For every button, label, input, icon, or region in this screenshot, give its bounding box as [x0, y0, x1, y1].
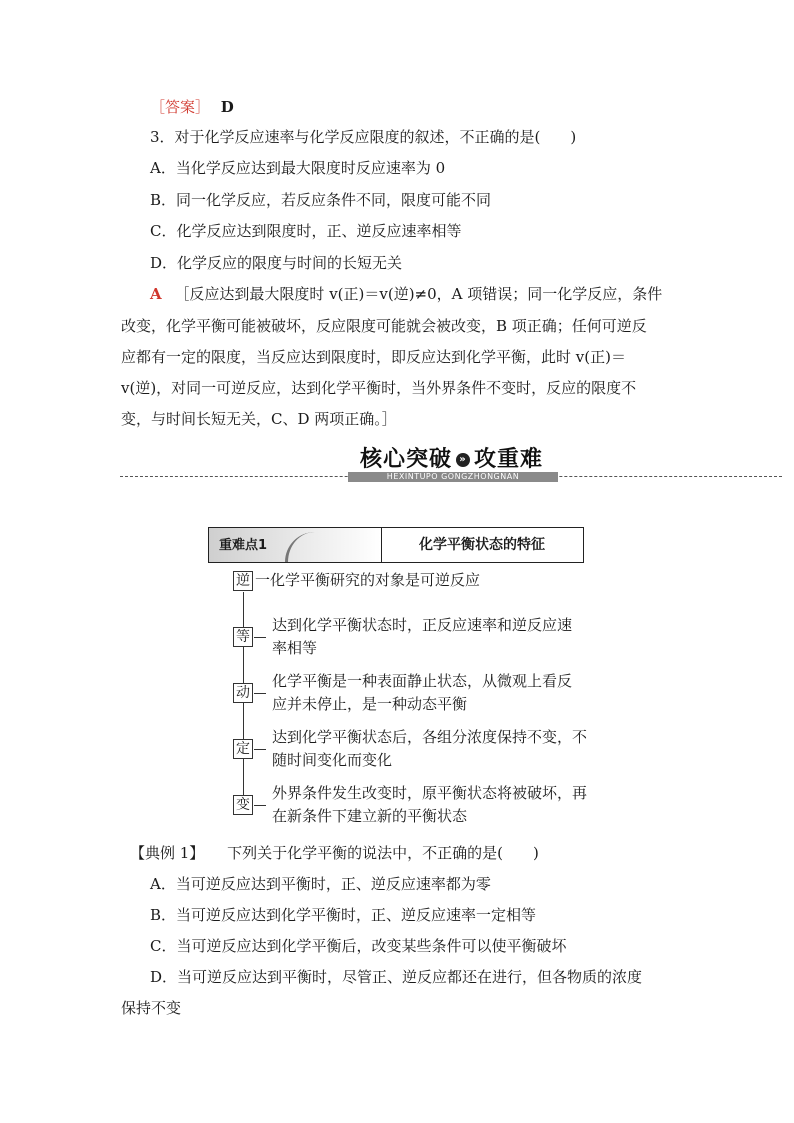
feature-desc-dong-line-2: 应并未停止，是一种动态平衡: [272, 695, 468, 713]
feature-desc-ding-line-2: 随时间变化而变化: [272, 751, 393, 769]
banner-title-part-a: 核心突破: [360, 447, 453, 472]
feature-dash-dong: [254, 693, 266, 694]
feature-desc-deng-line-2: 率相等: [272, 639, 318, 657]
answer-label: ［答案］: [150, 98, 211, 116]
feature-char-bian: 变: [233, 795, 253, 815]
explanation-line-5: 变，与时间长短无关，C、D 两项正确。］: [121, 410, 397, 428]
feature-char-ding: 定: [233, 739, 253, 759]
key-point-title: 化学平衡状态的特征: [419, 537, 545, 553]
question-3-stem: 3．对于化学反应速率与化学反应限度的叙述，不正确的是( ): [150, 128, 577, 146]
example-1-option-b: B．当可逆反应达到化学平衡时，正、逆反应速率一定相等: [150, 906, 537, 924]
section-banner-subtitle: HEXINTUPO GONGZHONGNAN: [348, 472, 558, 482]
answer-value: D: [220, 98, 234, 116]
banner-title-part-b: 攻重难: [474, 447, 544, 472]
feature-desc-dong-line-1: 化学平衡是一种表面静止状态，从微观上看反: [272, 672, 573, 690]
question-3-option-a: A．当化学反应达到最大限度时反应速率为 0: [150, 159, 446, 177]
example-1-option-a: A．当可逆反应达到平衡时，正、逆反应速率都为零: [150, 875, 491, 893]
answer-line: [150, 97, 234, 117]
example-1-stem: 下列关于化学平衡的说法中，不正确的是( ): [227, 844, 539, 862]
section-banner-title: [360, 442, 543, 473]
feature-desc-ni: [255, 569, 480, 592]
example-1-stem-line: [130, 843, 539, 863]
explanation-text-1: ［反应达到最大限度时 v(正)＝v(逆)≠0，A 项错误；同一化学反应，条件: [174, 285, 663, 303]
question-3-option-c: C．化学反应达到限度时，正、逆反应速率相等: [150, 222, 462, 240]
example-1-label: 【典例 1】: [130, 844, 205, 862]
feature-dash-bian: [254, 805, 266, 806]
feature-dash-deng: [254, 637, 266, 638]
feature-char-ni: 逆: [233, 571, 253, 591]
explanation-line-4: v(逆)，对同一可逆反应，达到化学平衡时，当外界条件不变时，反应的限度不: [121, 379, 637, 397]
feature-desc-dong: [272, 670, 572, 716]
double-chevron-icon: »: [456, 453, 470, 467]
explanation-answer-letter: A: [150, 285, 162, 303]
key-point-tag-label: 重难点1: [219, 538, 268, 553]
feature-desc-ding: [272, 726, 587, 772]
key-point-tag: [209, 528, 382, 562]
feature-desc-bian: [272, 782, 587, 828]
example-1-option-d-continued: 保持不变: [121, 999, 182, 1017]
feature-desc-deng: [272, 614, 572, 660]
explanation-line-1: [150, 284, 662, 304]
feature-desc-deng-line-1: 达到化学平衡状态时，正反应速率和逆反应速: [272, 616, 573, 634]
question-3-option-b: B．同一化学反应，若反应条件不同，限度可能不同: [150, 191, 492, 209]
feature-desc-bian-line-2: 在新条件下建立新的平衡状态: [272, 807, 468, 825]
feature-desc-ni-line-1: 一化学平衡研究的对象是可逆反应: [255, 571, 481, 589]
feature-desc-ding-line-1: 达到化学平衡状态后，各组分浓度保持不变，不: [272, 728, 588, 746]
example-1-option-d: D．当可逆反应达到平衡时，尽管正、逆反应都还在进行，但各物质的浓度: [150, 968, 643, 986]
question-3-option-d: D．化学反应的限度与时间的长短无关: [150, 254, 403, 272]
explanation-line-2: 改变，化学平衡可能被破坏，反应限度可能就会被改变，B 项正确；任何可逆反: [121, 317, 647, 335]
example-1-option-c: C．当可逆反应达到化学平衡后，改变某些条件可以使平衡破坏: [150, 937, 567, 955]
feature-char-dong: 动: [233, 683, 253, 703]
explanation-line-3: 应都有一定的限度，当反应达到限度时，即反应达到化学平衡，此时 v(正)＝: [121, 348, 626, 366]
feature-char-deng: 等: [233, 627, 253, 647]
feature-desc-bian-line-1: 外界条件发生改变时，原平衡状态将被破坏，再: [272, 784, 588, 802]
key-point-box: [208, 527, 584, 563]
key-point-tag-decoration: [285, 532, 338, 562]
feature-dash-ding: [254, 749, 266, 750]
